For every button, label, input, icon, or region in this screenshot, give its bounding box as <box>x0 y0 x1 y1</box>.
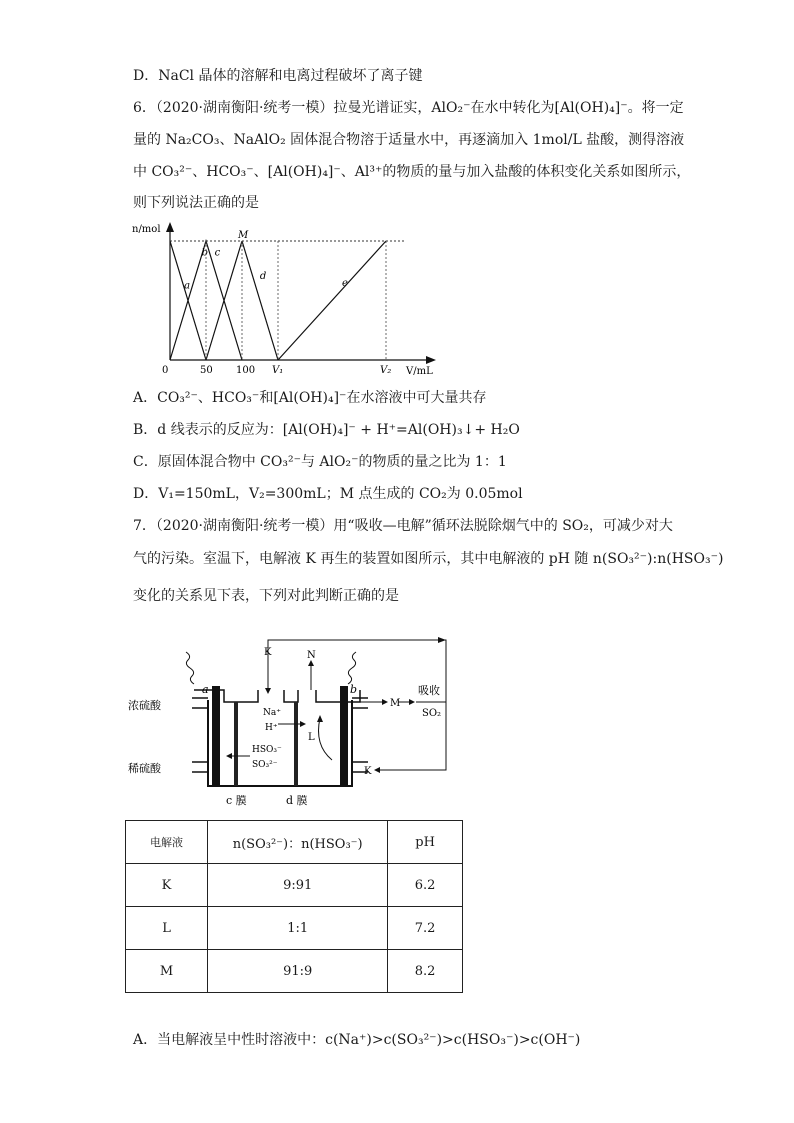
x-axis-label: V/mL <box>406 366 433 377</box>
electrode-a <box>212 686 220 786</box>
question-6-line-1: 6．（2020·湖南衡阳·统考一模）拉曼光谱证实，AlO₂⁻在水中转化为[Al(OH)₄]⁻。将一定 <box>133 100 684 116</box>
q6-option-b: B．d 线表示的反应为：[Al(OH)₄]⁻ + H⁺=Al(OH)₃↓+ H₂O <box>133 422 520 438</box>
table-cell: 91:9 <box>208 950 388 993</box>
tank-top-right <box>284 690 360 702</box>
x-axis-arrow <box>426 356 436 364</box>
recycle-top-arrowhead <box>438 637 446 643</box>
y-axis-label: n/mol <box>132 224 161 235</box>
question-7-line-1: 7．（2020·湖南衡阳·统考一模）用“吸收—电解”循环法脱除烟气中的 SO₂，可减少对大 <box>133 518 673 534</box>
series-a-label: a <box>184 280 191 292</box>
series-c-label: c <box>214 247 221 259</box>
membrane-c <box>234 702 238 786</box>
label-b: b <box>350 683 358 696</box>
anion-arrowhead <box>226 753 232 759</box>
cation-arrowhead <box>300 721 306 727</box>
series-b-label: b <box>201 247 209 259</box>
x-tick-label: 100 <box>236 365 256 376</box>
label-h: H⁺ <box>265 723 278 733</box>
label-n-top: N <box>307 650 316 661</box>
recycle-arrowhead <box>374 767 380 773</box>
table-cell: K <box>126 864 208 907</box>
table-header: n(SO₃²⁻)：n(HSO₃⁻) <box>208 821 388 864</box>
m-outlet-arrowhead <box>382 699 388 705</box>
series-e-label: e <box>342 278 348 290</box>
y-axis-arrow <box>166 222 174 232</box>
q6-option-a: A．CO₃²⁻、HCO₃⁻和[Al(OH)₄]⁻在水溶液中可大量共存 <box>133 390 487 406</box>
label-na: Na⁺ <box>263 708 281 718</box>
electrolyte-table <box>125 820 463 993</box>
label-m: M <box>390 698 401 709</box>
q6-option-d: D．V₁=150mL，V₂=300mL；M 点生成的 CO₂为 0.05mol <box>133 486 523 502</box>
table-cell: 8.2 <box>388 950 463 993</box>
table-cell: 1:1 <box>208 907 388 950</box>
x-tick-label: V₁ <box>272 365 284 376</box>
tank-inlets-right <box>352 698 368 772</box>
q6-option-c: C．原固体混合物中 CO₃²⁻与 AlO₂⁻的物质的量之比为 1：1 <box>133 454 507 470</box>
l-curve-arrowhead <box>317 715 323 722</box>
label-so3: SO₃²⁻ <box>252 760 278 770</box>
wire-right-icon <box>348 652 356 684</box>
wire-left-icon <box>186 652 194 684</box>
table-header-row <box>126 821 463 864</box>
series-d-label: d <box>259 271 267 283</box>
table-cell: 7.2 <box>388 907 463 950</box>
membrane-d <box>294 702 298 786</box>
table-header: pH <box>388 821 463 864</box>
table-row <box>126 907 463 950</box>
question-6-line-4: 则下列说法正确的是 <box>133 195 259 211</box>
label-l: L <box>308 732 315 743</box>
label-absorb: 吸收 <box>418 684 440 697</box>
table-cell: M <box>126 950 208 993</box>
x-tick-label: V₂ <box>380 365 392 376</box>
option-d-q5: D．NaCl 晶体的溶解和电离过程破坏了离子键 <box>133 68 423 84</box>
question-6-line-2: 量的 Na₂CO₃、NaAlO₂ 固体混合物溶于适量水中，再逐滴加入 1mol/L 盐酸，测得溶液 <box>133 132 685 148</box>
label-hso3: HSO₃⁻ <box>252 745 282 755</box>
label-dilute-acid: 稀硫酸 <box>128 762 161 775</box>
x-tick-label: 0 <box>162 365 169 376</box>
label-d-membrane: d 膜 <box>286 794 308 807</box>
table-cell: 9:91 <box>208 864 388 907</box>
point-m-label: M <box>238 230 249 241</box>
label-so2: SO₂ <box>422 708 442 719</box>
question-6-line-3: 中 CO₃²⁻、HCO₃⁻、[Al(OH)₄]⁻、Al³⁺的物质的量与加入盐酸的体积变化关系如图所示， <box>133 164 691 180</box>
series-e-line <box>278 241 386 360</box>
table-header: 电解液 <box>126 821 208 864</box>
question-7-line-3: 变化的关系见下表，下列对此判断正确的是 <box>133 588 399 604</box>
label-conc-acid: 浓硫酸 <box>128 699 161 712</box>
table-cell: L <box>126 907 208 950</box>
q6-chart <box>132 218 438 378</box>
series-d-line <box>242 241 278 360</box>
l-curve-arrow <box>319 718 333 760</box>
q7-option-a: A．当电解液呈中性时溶液中：c(Na⁺)>c(SO₃²⁻)>c(HSO₃⁻)>c(OH⁻) <box>133 1032 581 1048</box>
table-row <box>126 950 463 993</box>
tank-inlets-left <box>192 698 208 772</box>
label-a: a <box>202 683 209 696</box>
k-inlet-arrowhead <box>265 688 271 694</box>
m-to-absorb-arrowhead <box>409 699 415 705</box>
question-7-line-2: 气的污染。室温下，电解液 K 再生的装置如图所示，其中电解液的 pH 随 n(SO₃²⁻):n(HSO₃⁻) <box>133 551 724 567</box>
table-row <box>126 864 463 907</box>
label-k-top: K <box>264 647 272 658</box>
electrolysis-cell-diagram <box>128 630 468 815</box>
x-tick-label: 50 <box>200 365 213 376</box>
label-k-right: K <box>364 766 372 777</box>
electrode-b <box>340 686 348 786</box>
table-cell: 6.2 <box>388 864 463 907</box>
label-c-membrane: c 膜 <box>226 794 247 807</box>
